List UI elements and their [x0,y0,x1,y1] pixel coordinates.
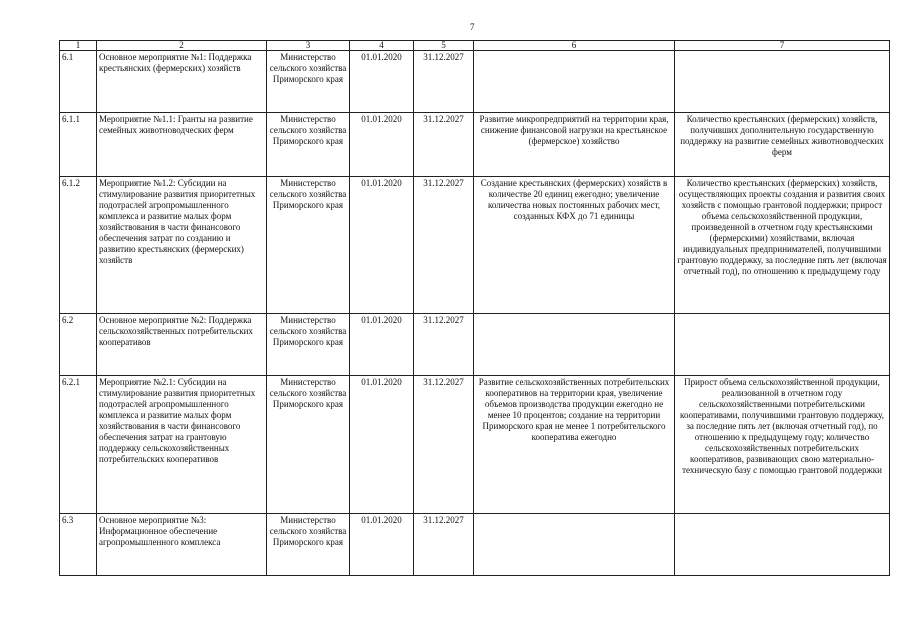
end-date: 31.12.2027 [414,113,474,177]
expected-result: Развитие сельскохозяйственных потребительских кооперативов на территории края, увеличение объемов производства продукции ежегодно не менее 10 процентов; создание на территории Приморского края не менее 1 потребительского кооператива ежегодно [474,376,675,514]
executor: Министерство сельского хозяйства Приморского края [267,514,350,576]
row-number: 6.2 [60,314,97,376]
end-date: 31.12.2027 [414,177,474,314]
table-row [60,177,890,314]
start-date: 01.01.2020 [350,177,414,314]
table-row [60,376,890,514]
executor: Министерство сельского хозяйства Приморского края [267,314,350,376]
end-date: 31.12.2027 [414,376,474,514]
header-row [60,41,890,51]
end-date: 31.12.2027 [414,51,474,113]
measures-table [59,40,890,576]
row-number: 6.1.2 [60,177,97,314]
expected-result [474,51,675,113]
header-cell: 1 [60,41,97,51]
table-row [60,314,890,376]
measure-name: Основное мероприятие №1: Поддержка крестьянских (фермерских) хозяйств [97,51,267,113]
row-number: 6.3 [60,514,97,576]
end-date: 31.12.2027 [414,314,474,376]
measure-name: Мероприятие №1.1: Гранты на развитие семейных животноводческих ферм [97,113,267,177]
page-number: 7 [470,22,475,32]
indicator [675,51,890,113]
header-cell: 7 [675,41,890,51]
header-cell: 3 [267,41,350,51]
row-number: 6.1.1 [60,113,97,177]
header-cell: 4 [350,41,414,51]
start-date: 01.01.2020 [350,51,414,113]
row-number: 6.2.1 [60,376,97,514]
end-date: 31.12.2027 [414,514,474,576]
indicator: Количество крестьянских (фермерских) хозяйств, осуществляющих проекты создания и развития своих хозяйств с помощью грантовой поддержки; прирост объема сельскохозяйственной продукции, произведенной в отчетном году крестьянскими (фермерскими) хозяйствами, включая индивидуальных предпринимателей, получившими грантовую поддержку, за последние пять лет (включая отчетный год), по отношению к предыдущему году [675,177,890,314]
measure-name: Основное мероприятие №3: Информационное обеспечение агропромышленного комплекса [97,514,267,576]
measure-name: Основное мероприятие №2: Поддержка сельскохозяйственных потребительских кооперативов [97,314,267,376]
table-row [60,51,890,113]
start-date: 01.01.2020 [350,314,414,376]
executor: Министерство сельского хозяйства Приморского края [267,376,350,514]
executor: Министерство сельского хозяйства Приморского края [267,177,350,314]
table-row [60,113,890,177]
expected-result: Создание крестьянских (фермерских) хозяйств в количестве 20 единиц ежегодно; увеличение количества новых постоянных рабочих мест, созданных КФХ до 71 единицы [474,177,675,314]
measure-name: Мероприятие №1.2: Субсидии на стимулирование развития приоритетных подотраслей агропромышленного комплекса и развитие малых форм хозяйствования в части финансового обеспечения затрат по созданию и развитию крестьянских (фермерских) хозяйств [97,177,267,314]
row-number: 6.1 [60,51,97,113]
header-cell: 6 [474,41,675,51]
indicator: Прирост объема сельскохозяйственной продукции, реализованной в отчетном году сельскохозяйственными потребительскими кооперативами, получившими грантовую поддержку, за последние пять лет (включая отчетный год), по отношению к предыдущему году; количество сельскохозяйственных потребительских кооперативов, развивающих свою материально-техническую базу с помощью грантовой поддержки [675,376,890,514]
table-row [60,514,890,576]
start-date: 01.01.2020 [350,514,414,576]
indicator [675,314,890,376]
indicator [675,514,890,576]
expected-result [474,514,675,576]
start-date: 01.01.2020 [350,376,414,514]
executor: Министерство сельского хозяйства Приморского края [267,113,350,177]
indicator: Количество крестьянских (фермерских) хозяйств, получивших дополнительную государственную поддержку на развитие семейных животноводческих ферм [675,113,890,177]
executor: Министерство сельского хозяйства Приморского края [267,51,350,113]
header-cell: 2 [97,41,267,51]
header-cell: 5 [414,41,474,51]
measure-name: Мероприятие №2.1: Субсидии на стимулирование развития приоритетных подотраслей агропромышленного комплекса и развитие малых форм хозяйствования в части финансового обеспечения затрат на грантовую поддержку сельскохозяйственных потребительских кооперативов [97,376,267,514]
expected-result [474,314,675,376]
expected-result: Развитие микропредприятий на территории края, снижение финансовой нагрузки на крестьянское (фермерское) хозяйство [474,113,675,177]
start-date: 01.01.2020 [350,113,414,177]
